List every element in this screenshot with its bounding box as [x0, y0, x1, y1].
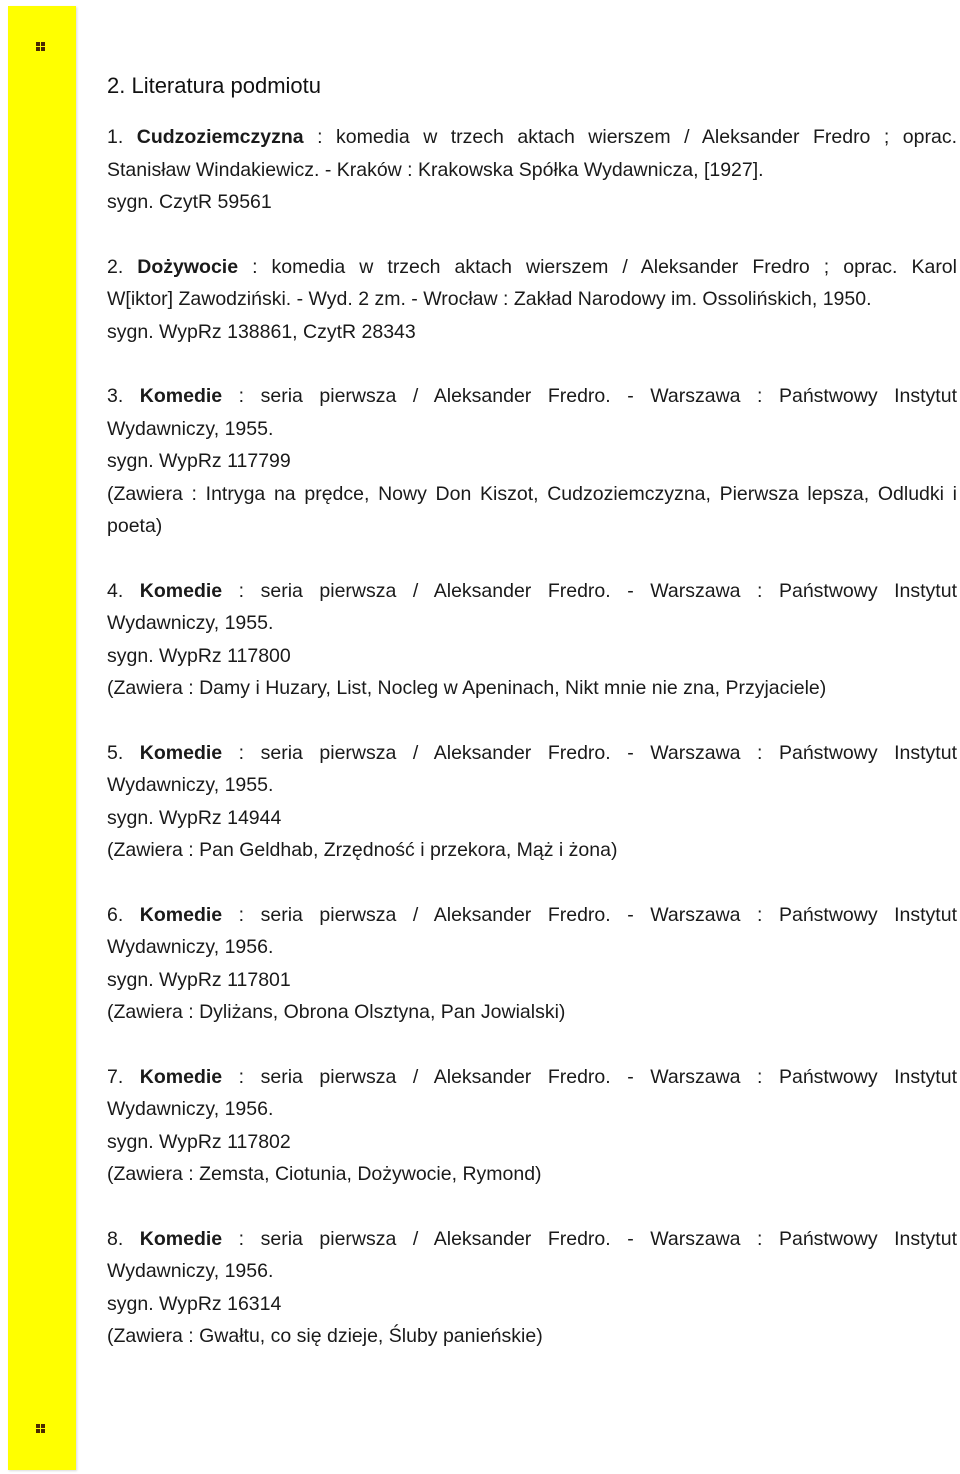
entry-line: Wydawniczy, 1956. — [107, 936, 274, 958]
entry-description: : komedia w trzech aktach wierszem / Aleksander Fredro ; oprac. — [303, 126, 957, 148]
entry-line — [107, 251, 957, 284]
entry-contents: (Zawiera : Gwałtu, co się dzieje, Śluby panieńskie) — [107, 1325, 543, 1347]
bibliography-entry — [107, 121, 957, 219]
entry-line — [107, 1061, 957, 1094]
entry-description: : seria pierwsza / Aleksander Fredro. - Warszawa : Państwowy Instytut — [222, 385, 957, 407]
entry-number: 8. — [107, 1227, 124, 1250]
entry-signature: sygn. WypRz 117801 — [107, 968, 291, 991]
entry-line — [107, 1223, 957, 1256]
entry-title: Dożywocie — [137, 255, 239, 278]
entry-description: : seria pierwsza / Aleksander Fredro. - Warszawa : Państwowy Instytut — [222, 1227, 957, 1250]
bibliography-entry — [107, 737, 957, 867]
entry-title: Cudzoziemczyzna — [136, 126, 304, 148]
entry-title: Komedie — [139, 741, 223, 764]
entry-title: Komedie — [139, 1065, 223, 1088]
entry-number: 3. — [107, 385, 124, 407]
bibliography-entry — [107, 251, 957, 349]
entry-signature: sygn. WypRz 117802 — [107, 1130, 291, 1153]
entry-description: : seria pierwsza / Aleksander Fredro. - Warszawa : Państwowy Instytut — [222, 741, 957, 764]
entry-line: Wydawniczy, 1955. — [107, 774, 274, 796]
entry-contents: (Zawiera : Zemsta, Ciotunia, Dożywocie, Rymond) — [107, 1163, 542, 1185]
bibliography-entry — [107, 1061, 957, 1191]
entry-line: Wydawniczy, 1955. — [107, 417, 274, 440]
entry-line: W[iktor] Zawodziński. - Wyd. 2 zm. - Wrocław : Zakład Narodowy im. Ossolińskich, 1950. — [107, 288, 872, 310]
entry-line: Stanisław Windakiewicz. - Kraków : Krakowska Spółka Wydawnicza, [1927]. — [107, 158, 764, 181]
entry-number: 2. — [107, 255, 124, 278]
entry-number: 1. — [107, 126, 124, 148]
bibliography-entry — [107, 380, 957, 543]
entry-contents: (Zawiera : Pan Geldhab, Zrzędność i przekora, Mąż i żona) — [107, 839, 618, 861]
entry-number: 7. — [107, 1065, 124, 1088]
entry-line — [107, 121, 957, 154]
entry-line — [107, 575, 957, 608]
entry-line — [107, 380, 957, 413]
entry-title: Komedie — [139, 385, 223, 407]
entry-signature: sygn. WypRz 117800 — [107, 644, 291, 667]
entry-title: Komedie — [139, 579, 223, 602]
entry-title: Komedie — [139, 903, 223, 926]
entry-line: Wydawniczy, 1956. — [107, 1260, 274, 1282]
entry-signature: sygn. CzytR 59561 — [107, 191, 272, 213]
entry-description: : seria pierwsza / Aleksander Fredro. - Warszawa : Państwowy Instytut — [222, 579, 957, 602]
entry-contents: (Zawiera : Intryga na prędce, Nowy Don Kiszot, Cudzoziemczyzna, Pierwsza lepsza, Odludki i poeta) — [107, 482, 957, 537]
entry-line — [107, 737, 957, 770]
entry-line — [107, 899, 957, 932]
document-body — [107, 70, 957, 1353]
entry-number: 4. — [107, 579, 124, 602]
entry-number: 5. — [107, 741, 124, 764]
entry-line: Wydawniczy, 1956. — [107, 1098, 274, 1120]
entry-signature: sygn. WypRz 138861, CzytR 28343 — [107, 320, 416, 343]
entry-contents: (Zawiera : Dyliżans, Obrona Olsztyna, Pan Jowialski) — [107, 1001, 566, 1023]
entry-contents: (Zawiera : Damy i Huzary, List, Nocleg w Apeninach, Nikt mnie nie zna, Przyjaciele) — [107, 677, 827, 699]
entry-line: Wydawniczy, 1955. — [107, 612, 274, 634]
section-heading: 2. Literatura podmiotu — [107, 73, 322, 98]
bibliography-entry — [107, 899, 957, 1029]
entry-signature: sygn. WypRz 16314 — [107, 1292, 282, 1315]
entry-number: 6. — [107, 903, 124, 926]
bullet-marker-icon — [36, 42, 45, 51]
entry-signature: sygn. WypRz 14944 — [107, 806, 282, 829]
entry-description: : seria pierwsza / Aleksander Fredro. - Warszawa : Państwowy Instytut — [222, 903, 957, 926]
entry-signature: sygn. WypRz 117799 — [107, 450, 291, 472]
bullet-marker-icon — [36, 1424, 45, 1433]
bibliography-entry — [107, 1223, 957, 1353]
bibliography-entry — [107, 575, 957, 705]
entry-description: : seria pierwsza / Aleksander Fredro. - Warszawa : Państwowy Instytut — [222, 1065, 957, 1088]
entry-description: : komedia w trzech aktach wierszem / Aleksander Fredro ; oprac. Karol — [238, 255, 957, 278]
entry-title: Komedie — [139, 1227, 223, 1250]
yellow-margin-bar — [8, 6, 76, 1470]
